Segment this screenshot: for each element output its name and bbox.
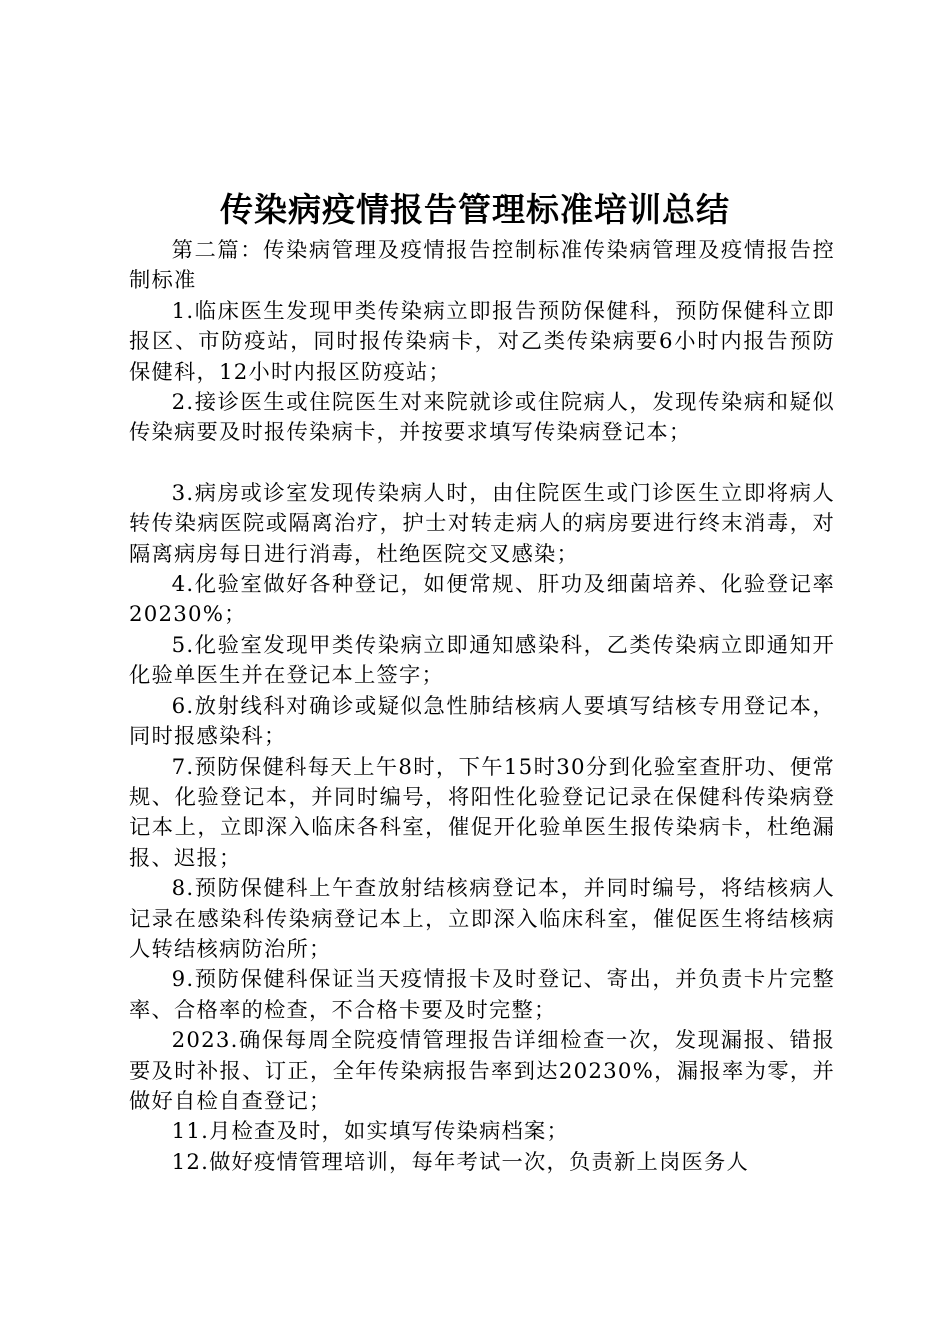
paragraph-item-6: 6.放射线科对确诊或疑似急性肺结核病人要填写结核专用登记本，同时报感染科； [129,693,835,750]
paragraph-item-10: 2023.确保每周全院疫情管理报告详细检查一次，发现漏报、错报要及时补报、订正，全年传染病报告率到达20230%，漏报率为零，并做好自检自查登记； [129,1028,835,1114]
paragraph-item-5: 5.化验室发现甲类传染病立即通知感染科，乙类传染病立即通知开化验单医生并在登记本上签字； [129,632,835,689]
paragraph-item-7: 7.预防保健科每天上午8时，下午15时30分到化验室查肝功、便常规、化验登记本，并同时编号，将阳性化验登记记录在保健科传染病登记本上，立即深入临床各科室，催促开化验单医生报传染病卡，杜绝漏报、迟报； [129,754,835,871]
paragraph-item-2: 2.接诊医生或住院医生对来院就诊或住院病人，发现传染病和疑似传染病要及时报传染病卡，并按要求填写传染病登记本； [129,390,835,446]
paragraph-item-8: 8.预防保健科上午查放射结核病登记本，并同时编号，将结核病人记录在感染科传染病登记本上，立即深入临床科室，催促医生将结核病人转结核病防治所； [129,876,835,962]
paragraph-item-11: 11.月检查及时，如实填写传染病档案； [171,1119,570,1145]
document-body [129,236,880,1178]
paragraph-intro: 第二篇：传染病管理及疫情报告控制标准传染病管理及疫情报告控制标准 [129,238,835,294]
document-title: 传染病疫情报告管理标准培训总结 [220,190,730,229]
paragraph-item-4: 4.化验室做好各种登记，如便常规、肝功及细菌培养、化验登记率20230%； [129,572,835,628]
paragraph-item-12: 12.做好疫情管理培训，每年考试一次，负责新上岗医务人 [171,1149,749,1175]
paragraph-item-9: 9.预防保健科保证当天疫情报卡及时登记、寄出，并负责卡片完整率、合格率的检查，不合格卡要及时完整； [129,967,835,1023]
paragraph-item-3: 3.病房或诊室发现传染病人时，由住院医生或门诊医生立即将病人转传染病医院或隔离治疗，护士对转走病人的病房要进行终末消毒，对隔离病房每日进行消毒，杜绝医院交叉感染； [129,480,835,567]
paragraph-item-1: 1.临床医生发现甲类传染病立即报告预防保健科，预防保健科立即 报区、市防疫站，同时报传染病卡，对乙类传染病要6小时内报告预防保健科，12小时内报区防疫站； [129,298,880,385]
